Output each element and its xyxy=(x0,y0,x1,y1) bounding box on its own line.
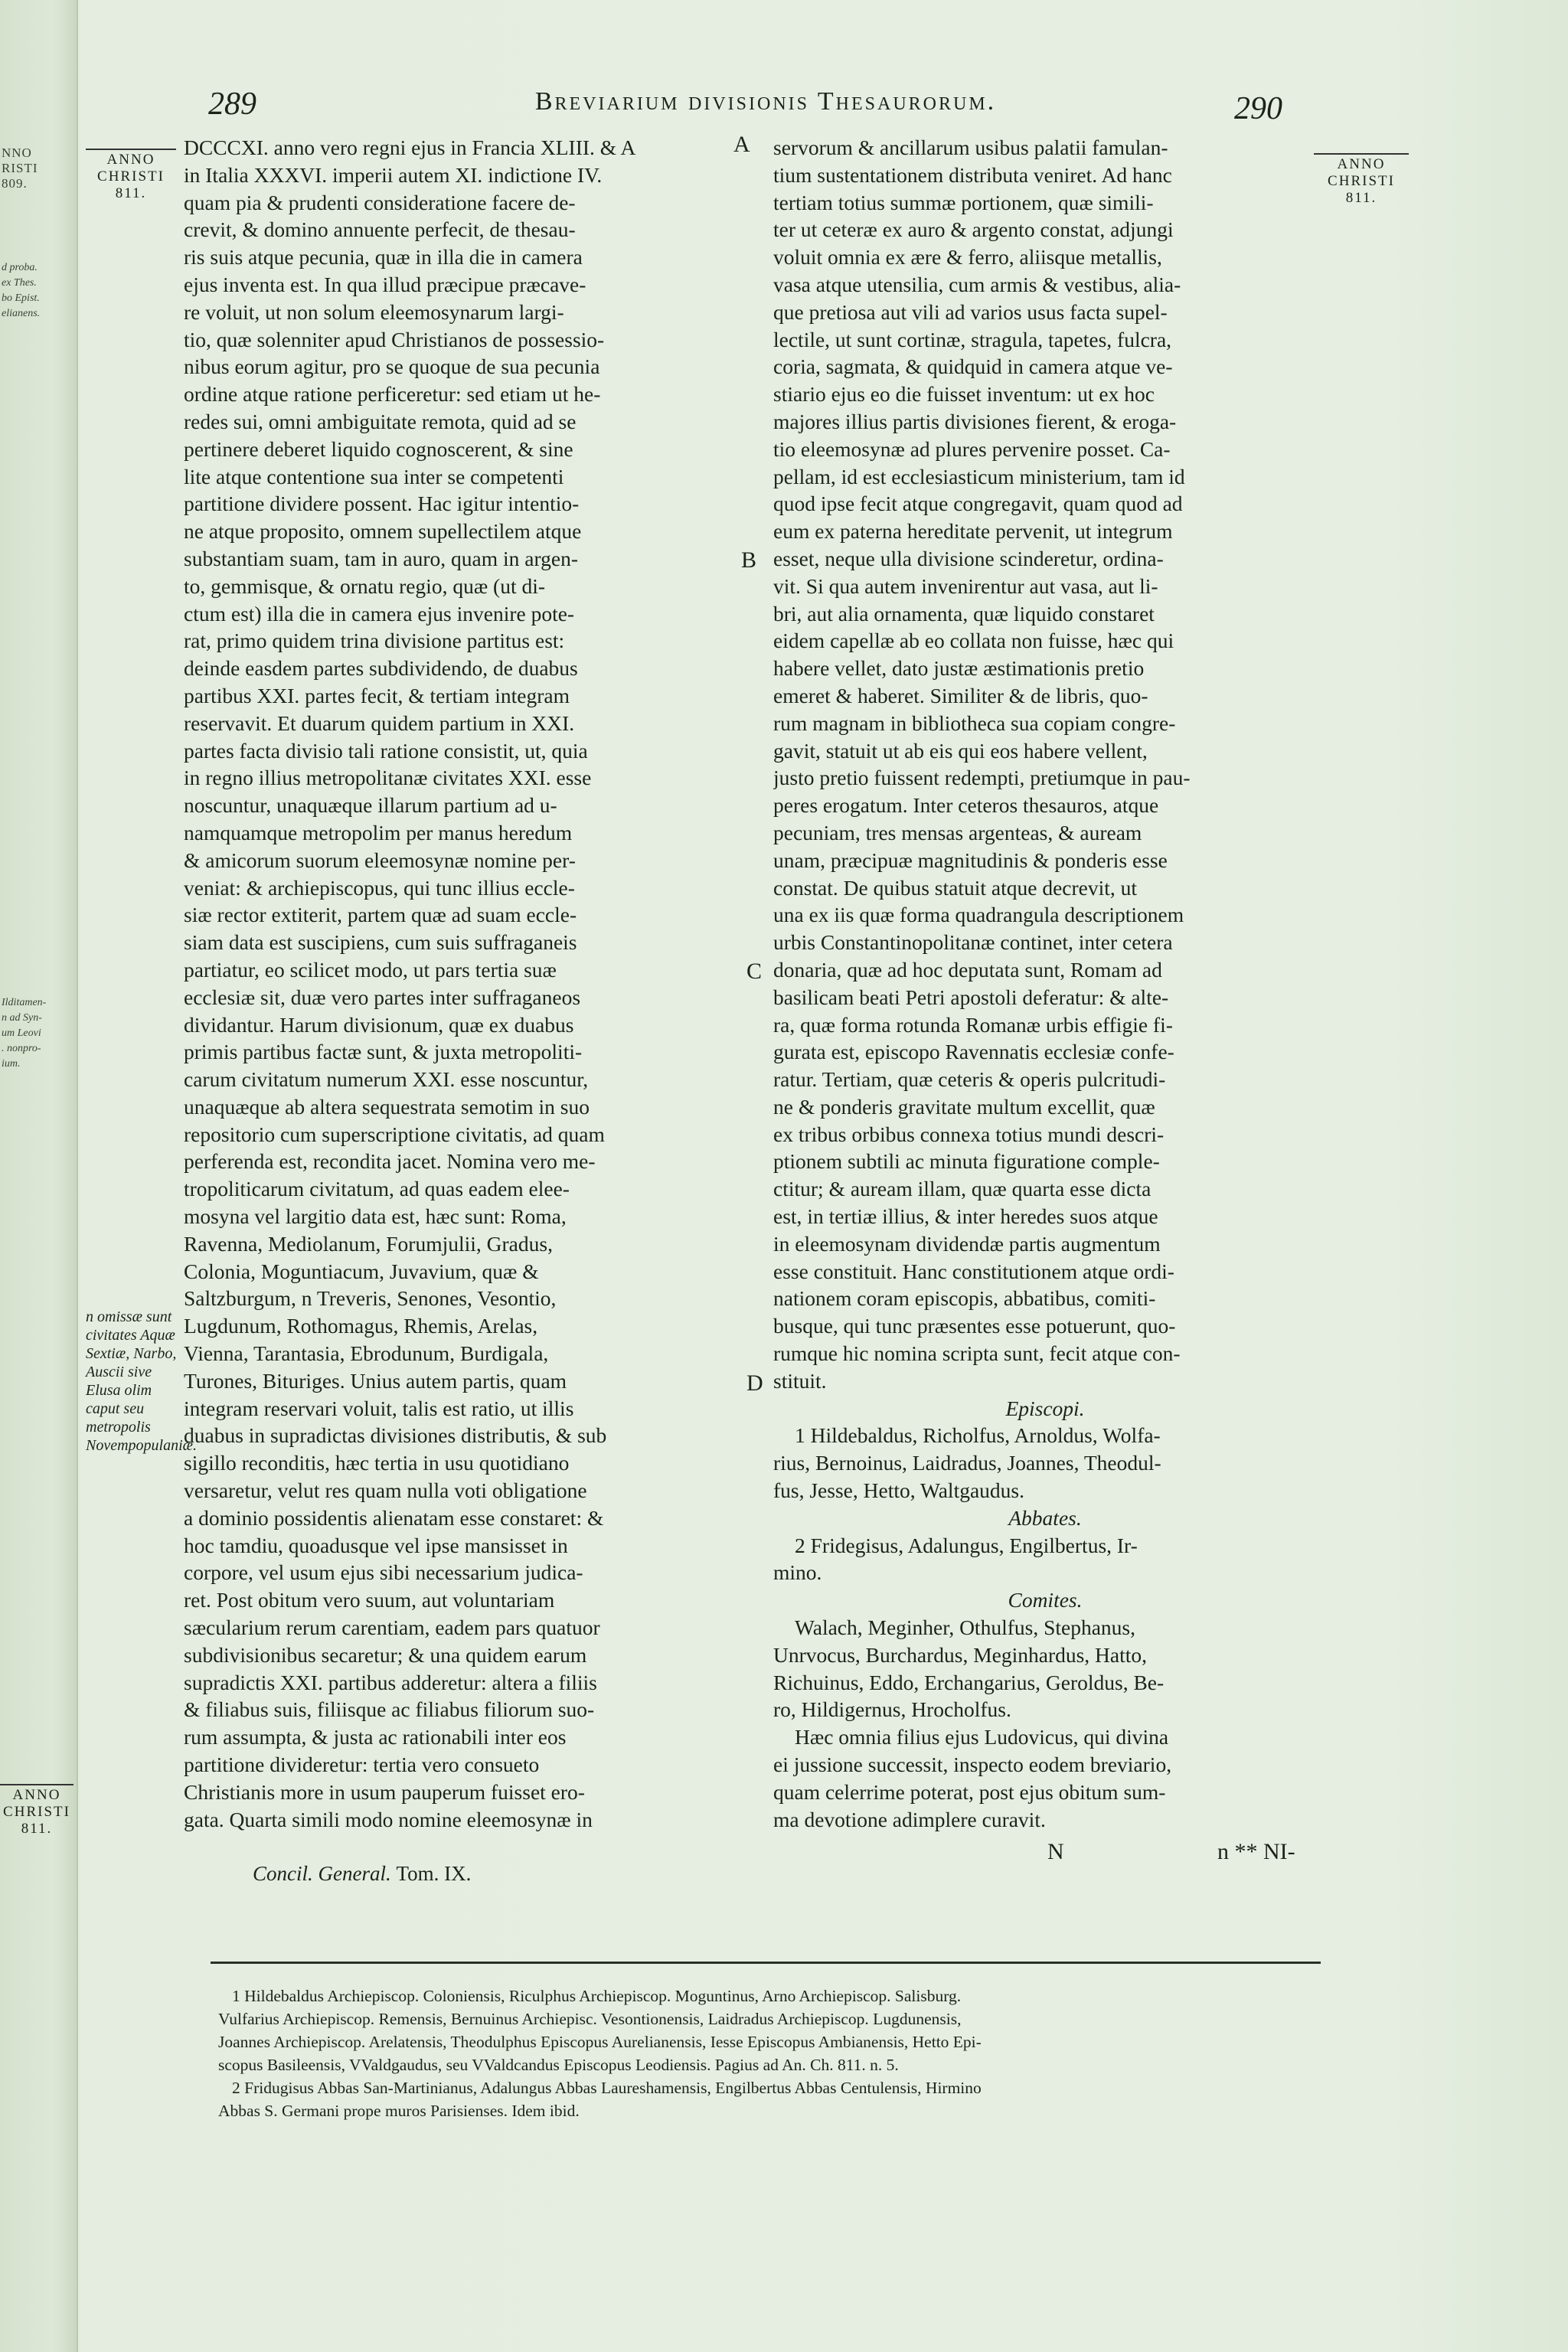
text-line: ra, quæ forma rotunda Romanæ urbis effigie fi- xyxy=(773,1012,1173,1037)
footnote-line: Abbas S. Germani prope muros Parisienses. Idem ibid. xyxy=(218,2102,580,2120)
text-line: tio eleemosynæ ad plures pervenire posset. Ca- xyxy=(773,436,1171,461)
margin-marker-b: B xyxy=(741,547,757,573)
text-line: a dominio possidentis alienatam esse constaret: & xyxy=(184,1505,604,1530)
text-line: siam data est suscipiens, cum suis suffraganeis xyxy=(184,930,577,955)
closing-line: Hæc omnia filius ejus Ludovicus, qui divina xyxy=(795,1725,1169,1749)
text-line: gurata est, episcopo Ravennatis ecclesiæ confe- xyxy=(773,1040,1174,1064)
text-line: pecuniam, tres mensas argenteas, & auream xyxy=(773,820,1142,844)
text-line: quod ipse fecit atque congregavit, quam quod ad xyxy=(773,492,1183,516)
text-line: ne & ponderis gravitate multum excellit, quæ xyxy=(773,1094,1155,1119)
comites-line: Richuinus, Eddo, Erchangarius, Geroldus, Be- xyxy=(773,1670,1165,1694)
text-line: tium sustentationem distributa veniret. Ad hanc xyxy=(773,162,1172,187)
text-line: ctum est) illa die in camera ejus invenire pote- xyxy=(184,601,575,626)
text-line: re voluit, ut non solum eleemosynarum largi- xyxy=(184,299,564,324)
text-line: lectile, ut sunt cortinæ, stragula, tapetes, fulcra, xyxy=(773,327,1172,351)
text-line: partes facta divisio tali ratione consistit, ut, quia xyxy=(184,738,588,763)
text-line: eum ex paterna hereditate pervenit, ut integrum xyxy=(773,519,1173,544)
text-line: duabus in supradictas divisiones distributis, & sub xyxy=(184,1423,607,1448)
text-line: siæ rector extiterit, partem quæ ad suam eccle- xyxy=(184,903,577,927)
text-line: nationem coram episcopis, abbatibus, comiti- xyxy=(773,1286,1156,1311)
footnote-line: 1 Hildebaldus Archiepiscop. Coloniensis, Riculphus Archiepiscop. Moguntinus, Arno Archiepiscop. Salisburg. xyxy=(232,1987,962,2005)
text-line: constat. De quibus statuit atque decrevit, ut xyxy=(773,875,1138,900)
text-line: subdivisionibus secaretur; & una quidem earum xyxy=(184,1642,587,1667)
text-line: partibus XXI. partes fecit, & tertiam integram xyxy=(184,683,570,707)
text-line: pertinere deberet liquido cognoscerent, & sine xyxy=(184,436,573,461)
christi-word: CHRISTI xyxy=(1328,173,1395,189)
closing-paragraph xyxy=(773,1723,1317,1833)
text-line: DCCCXI. anno vero regni ejus in Francia XLIII. & A xyxy=(184,136,636,159)
comites-line: ro, Hildigernus, Hrocholfus. xyxy=(773,1697,1011,1722)
closing-line: ei jussione successit, inspecto eodem breviario, xyxy=(773,1753,1172,1777)
text-line: veniat: & archiepiscopus, qui tunc illius eccle- xyxy=(184,875,575,900)
text-line: quam pia & prudenti consideratione facere de- xyxy=(184,190,576,214)
text-line: dividantur. Harum divisionum, quæ ex duabus xyxy=(184,1012,574,1037)
text-line: ejus inventa est. In qua illud præcipue præcave- xyxy=(184,272,586,296)
text-line: vasa atque utensilia, cum armis & vestibus, alia- xyxy=(773,272,1181,296)
text-line: sigillo reconditis, hæc tertia in usu quotidiano xyxy=(184,1451,570,1475)
text-line: namquamque metropolim per manus heredum xyxy=(184,820,573,844)
text-line: Ravenna, Mediolanum, Forumjulii, Gradus, xyxy=(184,1231,553,1256)
text-line: reservavit. Et duarum quidem partium in XXI. xyxy=(184,710,575,735)
prev-page-anno-fragment: NNO RISTI 809. xyxy=(2,145,38,191)
christi-word: CHRISTI xyxy=(3,1804,70,1820)
text-line: nibus eorum agitur, pro se quoque de sua pecunia xyxy=(184,354,600,379)
episcopi-list xyxy=(773,1422,1317,1504)
text-line: stituit. xyxy=(773,1368,827,1393)
episcopi-line: rius, Bernoinus, Laidradus, Joannes, Theodul- xyxy=(773,1451,1161,1475)
text-line: versaretur, velut res quam nulla voti obligatione xyxy=(184,1478,587,1503)
side-note-omissae: n omissæ sunt civitates Aquæ Sextiæ, Narbo, Auscii sive Elusa olim caput seu metropolis Novempopulaniæ. xyxy=(86,1308,197,1454)
volume-reference xyxy=(253,1862,471,1886)
text-line: justo pretio fuissent redempti, pretiumque in pau- xyxy=(773,766,1191,790)
anno-christi-left-bottom xyxy=(0,1784,74,1838)
text-line: vit. Si qua autem invenirentur aut vasa, aut li- xyxy=(773,573,1158,598)
text-line: integram reservari voluit, talis est ratio, ut illis xyxy=(184,1396,574,1420)
volume-ref-italic: Concil. General. xyxy=(253,1862,391,1885)
text-line: donaria, quæ ad hoc deputata sunt, Romam ad xyxy=(773,957,1162,982)
text-line: & amicorum suorum eleemosynæ nomine per- xyxy=(184,848,576,872)
footnotes xyxy=(218,1984,1321,2122)
text-line: supradictis XXI. partibus adderetur: altera a filiis xyxy=(184,1670,597,1694)
text-line: que pretiosa aut vili ad varios usus facta supel- xyxy=(773,299,1168,324)
text-line: partitione dividere possent. Hac igitur intentio- xyxy=(184,492,580,516)
text-line: servorum & ancillarum usibus palatii famulan- xyxy=(773,136,1168,159)
text-line: coria, sagmata, & quidquid in camera atque ve- xyxy=(773,354,1173,379)
text-line: ecclesiæ sit, duæ vero partes inter suffraganeos xyxy=(184,985,581,1009)
text-line: corpore, vel usum ejus sibi necessarium judica- xyxy=(184,1560,583,1585)
text-line: partitione divideretur: tertia vero consueto xyxy=(184,1753,540,1777)
text-line: lite atque contentione sua inter se competenti xyxy=(184,464,564,488)
text-line: ex tribus orbibus connexa totius mundi descri- xyxy=(773,1122,1165,1146)
text-line: substantiam suam, tam in auro, quam in argen- xyxy=(184,546,579,570)
text-line: deinde easdem partes subdividendo, de duabus xyxy=(184,656,578,681)
text-line: carum civitatum numerum XXI. esse noscuntur, xyxy=(184,1067,589,1092)
text-line: in Italia XXXVI. imperii autem XI. indictione IV. xyxy=(184,162,603,187)
footnote-line: 2 Fridugisus Abbas San-Martinianus, Adalungus Abbas Laureshamensis, Engilbertus Abbas Centulensis, Hirmino xyxy=(232,2079,982,2097)
previous-page-edge xyxy=(0,0,78,2352)
text-line: Vienna, Tarantasia, Ebrodunum, Burdigala, xyxy=(184,1341,549,1366)
footnote-line: Joannes Archiepiscop. Arelatensis, Theodulphus Episcopus Aurelianensis, Iesse Episcopus Ambianensis, Hetto Epi- xyxy=(218,2033,982,2051)
abbates-line: 2 Fridegisus, Adalungus, Engilbertus, Ir- xyxy=(795,1533,1138,1557)
text-line: emeret & haberet. Similiter & de libris, quo- xyxy=(773,683,1148,707)
text-line: unam, præcipuæ magnitudinis & ponderis esse xyxy=(773,848,1168,872)
text-line: ptionem subtili ac minuta figuratione comple- xyxy=(773,1149,1160,1174)
text-line: unaquæque ab altera sequestrata semotim in suo xyxy=(184,1094,590,1119)
volume-ref-roman: Tom. IX. xyxy=(396,1862,472,1885)
signature-mark-left: N xyxy=(1047,1839,1064,1864)
text-line: ratur. Tertiam, quæ ceteris & operis pulcritudi- xyxy=(773,1067,1166,1092)
text-line: primis partibus factæ sunt, & juxta metropoliti- xyxy=(184,1040,583,1064)
text-line: ret. Post obitum vero suum, aut voluntariam xyxy=(184,1588,555,1612)
comites-list xyxy=(773,1614,1317,1723)
text-line: esse constituit. Hanc constitutionem atque ordi- xyxy=(773,1259,1174,1283)
text-line: redes sui, omni ambiguitate remota, quid ad se xyxy=(184,409,577,433)
text-line: tropoliticarum civitatum, ad quas eadem elee- xyxy=(184,1177,570,1201)
anno-word: ANNO xyxy=(12,1787,61,1803)
text-line: Christianis more in usum pauperum fuisset ero- xyxy=(184,1779,585,1804)
text-line: peres erogatum. Inter ceteros thesauros, atque xyxy=(773,793,1159,818)
text-line: in regno illius metropolitanæ civitates XXI. esse xyxy=(184,766,592,790)
text-line: rat, primo quidem trina divisione partitus est: xyxy=(184,629,565,653)
text-line: partiatur, eo scilicet modo, ut pars tertia suæ xyxy=(184,957,557,982)
text-line: ne atque proposito, omnem supellectilem atque xyxy=(184,519,582,544)
text-line: habere vellet, dato justæ æstimationis pretio xyxy=(773,656,1145,681)
text-line: est, in tertiæ illius, & inter heredes suos atque xyxy=(773,1204,1158,1229)
running-title: Breviarium divisionis Thesaurorum. xyxy=(534,87,997,116)
text-line: sæcularium rerum carentiam, eadem pars quatuor xyxy=(184,1615,600,1640)
text-line: mosyna vel largitio data est, hæc sunt: Roma, xyxy=(184,1204,567,1229)
text-line: in eleemosynam dividendæ partis augmentum xyxy=(773,1231,1161,1256)
right-column-body xyxy=(773,134,1317,1395)
anno-year: 811. xyxy=(115,185,147,201)
text-line: perferenda est, recondita jacet. Nomina vero me- xyxy=(184,1149,596,1174)
footnote-rule xyxy=(211,1962,1321,1964)
episcopi-line: fus, Jesse, Hetto, Waltgaudus. xyxy=(773,1478,1024,1503)
text-line: basilicam beati Petri apostoli deferatur: & alte- xyxy=(773,985,1169,1009)
episcopi-heading: Episcopi. xyxy=(1005,1396,1085,1420)
margin-marker-d: D xyxy=(746,1370,763,1396)
comites-line: Unrvocus, Burchardus, Meginhardus, Hatto, xyxy=(773,1642,1148,1667)
text-line: pellam, id est ecclesiasticum ministerium, tam id xyxy=(773,464,1185,488)
text-line: hoc tamdiu, quoadusque vel ipse mansisset in xyxy=(184,1533,568,1557)
text-line: Turones, Bituriges. Unius autem partis, quam xyxy=(184,1368,567,1393)
episcopi-line: 1 Hildebaldus, Richolfus, Arnoldus, Wolfa- xyxy=(795,1423,1161,1448)
text-line: ordine atque ratione perficeretur: sed etiam ut he- xyxy=(184,382,601,407)
text-line: stiario ejus eo die fuisset inventum: ut ex hoc xyxy=(773,382,1155,407)
text-line: tio, quæ solenniter apud Christianos de possessio- xyxy=(184,327,605,351)
footnote-line: Vulfarius Archiepiscop. Remensis, Bernuinus Archiepisc. Vesontionensis, Laidradus Archiepiscop. Lugdunensis, xyxy=(218,2010,962,2028)
text-line: urbis Constantinopolitanæ continet, inter cetera xyxy=(773,930,1173,955)
catchword: n ** NI- xyxy=(1217,1839,1295,1864)
text-line: majores illius partis divisiones fierent, & eroga- xyxy=(773,409,1177,433)
margin-marker-a: A xyxy=(733,132,750,157)
text-line: una ex iis quæ forma quadrangula descriptionem xyxy=(773,903,1184,927)
text-line: noscuntur, unaquæque illarum partium ad u- xyxy=(184,793,557,818)
text-line: Colonia, Moguntiacum, Juvavium, quæ & xyxy=(184,1259,539,1283)
text-line: Lugdunum, Rothomagus, Rhemis, Arelas, xyxy=(184,1314,538,1338)
comites-line: Walach, Meginher, Othulfus, Stephanus, xyxy=(795,1615,1135,1640)
anno-christi-right-top xyxy=(1314,153,1409,207)
text-line: eidem capellæ ab eo collata non fuisse, hæc qui xyxy=(773,629,1174,653)
text-line: ctitur; & auream illam, quæ quarta esse dicta xyxy=(773,1177,1152,1201)
page-number-right: 290 xyxy=(1234,91,1282,126)
anno-rule xyxy=(86,149,176,150)
abbates-list xyxy=(773,1532,1317,1587)
closing-line: ma devotione adimplere curavit. xyxy=(773,1807,1046,1831)
prev-page-note-fragment-2: Ilditamen- n ad Syn- um Leovi . nonpro- ium. xyxy=(2,997,47,1070)
text-line: tertiam totius summæ portionem, quæ simili- xyxy=(773,190,1154,214)
abbates-heading: Abbates. xyxy=(1008,1505,1082,1530)
anno-rule xyxy=(0,1784,74,1785)
page-number-left: 289 xyxy=(208,87,256,122)
text-line: crevit, & domino annuente perfecit, de thesau- xyxy=(184,217,576,242)
christi-word: CHRISTI xyxy=(97,168,165,185)
text-line: bri, aut alia ornamenta, quæ liquido constaret xyxy=(773,601,1155,626)
comites-heading: Comites. xyxy=(1008,1588,1083,1612)
text-line: busque, qui tunc præsentes esse potuerunt, quo- xyxy=(773,1314,1176,1338)
text-line: Saltzburgum, n Treveris, Senones, Vesontio, xyxy=(184,1286,557,1311)
anno-word: ANNO xyxy=(106,152,155,168)
margin-marker-c: C xyxy=(746,959,763,984)
anno-year: 811. xyxy=(21,1821,53,1837)
closing-line: quam celerrime poterat, post ejus obitum sum- xyxy=(773,1779,1166,1804)
text-line: ris suis atque pecunia, quæ in illa die in camera xyxy=(184,245,583,270)
anno-christi-left-top xyxy=(86,149,176,202)
text-line: to, gemmisque, & ornatu regio, quæ (ut di- xyxy=(184,573,546,598)
prev-page-note-fragment: d proba. ex Thes. bo Epist. elianens. xyxy=(2,262,41,319)
text-line: & filiabus suis, filiisque ac filiabus filiorum suo- xyxy=(184,1697,595,1722)
text-line: esset, neque ulla divisione scinderetur, ordina- xyxy=(773,546,1164,570)
abbates-line: mino. xyxy=(773,1560,822,1585)
text-line: rum magnam in bibliotheca sua copiam congre- xyxy=(773,710,1176,735)
text-line: rum assumpta, & justa ac rationabili inter eos xyxy=(184,1725,567,1749)
text-line: repositorio cum superscriptione civitatis, ad quam xyxy=(184,1122,605,1146)
right-column xyxy=(773,134,1317,1833)
text-line: gavit, statuit ut ab eis qui eos habere vellent, xyxy=(773,738,1148,763)
text-line: gata. Quarta simili modo nomine eleemosynæ in xyxy=(184,1807,593,1831)
text-line: ter ut ceteræ ex auro & argento constat, adjungi xyxy=(773,217,1174,242)
anno-word: ANNO xyxy=(1337,156,1386,172)
text-line: voluit omnia ex ære & ferro, aliisque metallis, xyxy=(773,245,1162,270)
footnote-line: scopus Basileensis, VValdgaudus, seu VValdcandus Episcopus Leodiensis. Pagius ad An. Ch. 811. n. 5. xyxy=(218,2056,899,2074)
left-column xyxy=(184,134,727,1833)
text-line: rumque hic nomina scripta sunt, fecit atque con- xyxy=(773,1341,1181,1366)
anno-year: 811. xyxy=(1345,190,1377,206)
anno-rule xyxy=(1314,153,1409,155)
